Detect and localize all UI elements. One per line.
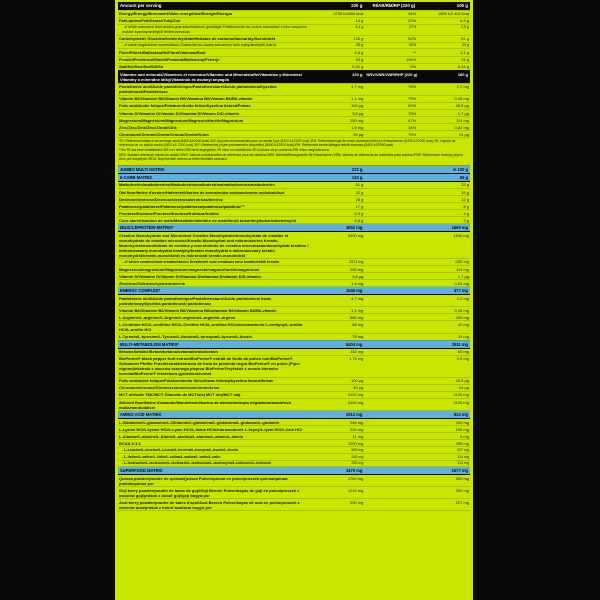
row-label: MUSCLEPROTEIN MATRIX*: [118, 224, 312, 232]
row-value: [364, 174, 417, 182]
row-label: AMINO ACID MATRIX: [118, 411, 312, 419]
row-label: Vitamin D/Vitamine D/Vitamin D/Vitamina D/Vitamín D/D-vitamin: [118, 109, 312, 116]
matrix-header: [118, 287, 470, 295]
row-label: Vitamin D/Vitamine D/Vitamin D/Vitamina D/witamina D/vitamín D/D-vitamin: [118, 273, 312, 280]
row-value: 0,48 mg: [417, 307, 470, 314]
ingredient-row: [118, 196, 470, 203]
row-label: Pantothenic acid/Acide pantothénique/Pantothensäure/Ácido pantoténico/ kwas pantotenowy/kyselina pantoténová/ pantoténsav: [118, 295, 312, 307]
row-value: 28 g: [312, 196, 365, 203]
row-value: [364, 189, 417, 196]
row-value: 0,82 mg: [417, 124, 470, 131]
row-value: 132 mg: [312, 348, 365, 355]
ingredient-row: [118, 314, 470, 321]
row-value: 1100 mg: [417, 391, 470, 398]
row-value: 100 g: [417, 2, 470, 10]
row-label: SUPERFOOD MATRIX: [118, 467, 312, 475]
row-value: [364, 273, 417, 280]
row-label: Betaine/bétaïne/Betain/betaína/betaina/betaín/betain: [118, 348, 312, 355]
ingredient-row: [118, 217, 470, 224]
ingredient-row: [118, 487, 470, 499]
row-value: 550 mg: [417, 487, 470, 499]
row-label: - L-Isoleucine/L-isoleucine/L-Isoleucin/L-isoleucina/L-izoleucyna/L-izoleucín/L-izoleucin: [118, 460, 312, 467]
row-value: 3 g: [417, 217, 470, 224]
row-label: Chromium/chrome/Chrom/cromo/chrom/chróm/króm: [118, 384, 312, 391]
row-value: [364, 224, 417, 232]
nutrient-row: [118, 35, 470, 42]
row-value: 2971 mg: [312, 259, 365, 266]
row-value: 1,8 mg: [312, 280, 365, 287]
row-value: [364, 203, 417, 210]
row-label: Folic acid/acide folique/Folsäure/ácido fólico/kwas foliowy/kyselina listová/folsav: [118, 377, 312, 384]
row-label: Palatinose/palatinose/Palatinose/palatinosa/palatinóza/palatinóz™: [118, 203, 312, 210]
row-value: [364, 453, 417, 460]
ingredient-row: [118, 266, 470, 273]
row-value: 50%: [364, 102, 417, 109]
row-label: L-Glutamine/L-glutamine/L-Glutamin/L-glutamina/L-glutamina/L-glutamín/L-glutamin: [118, 419, 312, 426]
row-value: 500 mg: [312, 499, 365, 511]
vitamin-row: [118, 95, 470, 102]
row-value: 67%: [364, 117, 417, 124]
row-value: [364, 217, 417, 224]
row-value: 1,1 mg: [312, 307, 365, 314]
vitamin-row: [118, 109, 470, 116]
row-value: 477 mg: [417, 287, 470, 295]
row-value: 220 g: [312, 70, 365, 83]
row-value: 1049 mg: [312, 287, 365, 295]
row-value: 136 g: [312, 35, 365, 42]
row-value: 2012 mg: [312, 411, 365, 419]
ingredient-row: [118, 189, 470, 196]
row-value: [364, 419, 417, 426]
footnote: *RI: Reference intake of an average adult (8400 kJ/2000 kcal)./AR: Apports recommandés pour un adulte type (8400 kJ/2000 kcal)./RM: Referenzmenge für einen durchschnittlichen Erwachsenen (8400 kJ/2000 kcal)./IR: Ingesta de referencia de un adulto medio (8400 kJ/ 2000 kcal)./RP: Referenčný príjem priemerného dospelého (8400 kJ/2000 kcal)./RH: Referencia bevitel átlagos felnőtt számára (8400 kJ/2000 kcal).: [119, 139, 456, 148]
row-label: L-Tyrosin/L-tyrosine/L-Tyrosin/L-tirosina/L-tyrozyna/L-tyrozín/L-tirozin: [118, 333, 312, 340]
row-value: 12 g: [417, 196, 470, 203]
row-value: 45,5 µg: [417, 102, 470, 109]
row-label: Quinoa powder/poudre de quinoa/Quinoa Pulver/quinoa en polvo/proszek quinoa/quinoa prášok/quinoa por: [118, 475, 312, 487]
row-value: 2420 mg: [312, 399, 365, 411]
row-value: 880 mg: [312, 314, 365, 321]
row-value: 51 g: [312, 181, 365, 188]
ingredient-row: [118, 181, 470, 188]
row-value: [364, 433, 417, 440]
ingredient-row: [118, 295, 470, 307]
row-value: [364, 467, 417, 475]
ingredient-row: [118, 460, 470, 467]
row-label: Folic acid/Acide folique/Folsäure/Ácido fólico/Kyselina listová/Folsav: [118, 102, 312, 109]
row-label: Pantothenic acid/Acide pantothénique/Pantothensäure/Ácido pantoténico/Kyselina pantoténová/Pantoténsav: [118, 83, 312, 95]
row-label: Dextrose/dextrose/Dextrose/dextrosa/dextróza/dextróz: [118, 196, 312, 203]
row-value: 924 mg: [417, 411, 470, 419]
ingredient-row: [118, 399, 470, 411]
row-label: Fat/Lipides/Fett/Grassi/Tuky/Zsír: [118, 17, 312, 24]
row-label: Carbohydrate/ Glucides/Kohlenhydrate/Hidratos de carbono/Sacharidy/Szénhidrát: [118, 35, 312, 42]
row-value: 17 g: [312, 203, 365, 210]
row-label: Goji berry powder/poudre de baies de goji/Goji Beeren Pulver/bayas de goji en polvo/proszek z owoców goji/prášok z bobúľ goji/goji bogyó por: [118, 487, 312, 499]
ingredient-row: [118, 433, 470, 440]
row-value: 220 mg: [312, 426, 365, 433]
row-value: 14 µg: [417, 384, 470, 391]
row-label: Vitamins and minerals/Vitamines et minéraux/Vitamine und Mineralstoffe/Vitaminas y Minerales/ Vitaminy a minerálne látky/Vitaminok és ásványi anyagok: [118, 70, 312, 83]
row-value: 75%: [364, 109, 417, 116]
nutrient-row: [118, 49, 470, 56]
row-label: Zinc/zinc/Zink/zinc/cynk/zinok/cink: [118, 280, 312, 287]
row-value: 8 g: [417, 203, 470, 210]
ingredient-row: [118, 426, 470, 433]
row-value: 1000 mg: [312, 440, 365, 447]
row-value: 8,5 g: [312, 210, 365, 217]
row-value: 114 mg: [417, 453, 470, 460]
row-label: MCT oil/huile TMC/MCT Öl/aceite de MCT/olej MCT olej/MCT olaj: [118, 391, 312, 398]
row-label: - L-Leucine/L-leucine/L-Leucin/L-leucina/L-leucyna/L-leucín/L-leucin: [118, 447, 312, 454]
row-value: 1577 mg: [417, 467, 470, 475]
row-value: 100 mg: [417, 426, 470, 433]
row-value: 65 g: [417, 174, 470, 182]
row-value: [364, 377, 417, 384]
row-value: 143 g: [312, 174, 365, 182]
row-label: JUMBO MULTI MATRIX: [118, 166, 312, 173]
row-value: 100 g: [417, 70, 470, 83]
row-value: 75%: [364, 131, 417, 138]
row-value: [364, 266, 417, 273]
row-value: 95%: [364, 42, 417, 49]
row-value: [364, 295, 417, 307]
row-value: [364, 487, 417, 499]
row-value: 250 mg: [312, 117, 365, 124]
row-value: [364, 259, 417, 266]
row-value: 88 mg: [312, 321, 365, 333]
row-value: 1210 mg: [312, 487, 365, 499]
row-label: Vitamin B6/Vitamine B6/Vitamin B6/Vitamina B6/witamina B6/vitamín B6/B6-vitamin: [118, 307, 312, 314]
row-value: 250 mg: [312, 460, 365, 467]
ingredient-row: [118, 307, 470, 314]
row-value: [364, 181, 417, 188]
row-label: L-Arginine/L-arginine/L-Arginin/L-arginina/L-arginín/L-arginin: [118, 314, 312, 321]
ingredient-row: [118, 333, 470, 340]
row-value: 3,1 g: [417, 49, 470, 56]
row-value: 23 g: [417, 181, 470, 188]
ingredient-row: [118, 203, 470, 210]
row-value: 6,8 g: [312, 49, 365, 56]
row-value: 3730 kJ/894 kcal: [312, 10, 365, 17]
row-label: Zinc/Zinc/Zink/Zinc/Zinok/Cink: [118, 124, 312, 131]
row-value: 2,2 mg: [417, 83, 470, 95]
row-label: Magnesium/magnésium/Magnesium/magnesio/magnez/horčík/magnézium: [118, 266, 312, 273]
row-value: 24 g: [417, 56, 470, 63]
row-label: BCAA 2:1:1: [118, 440, 312, 447]
row-value: 1,75 mg: [312, 355, 365, 377]
row-value: 15 g: [417, 189, 470, 196]
row-value: 250 mg: [312, 266, 365, 273]
row-label: L-Lysine HCl/L-lysine HCl/L-Lysin HCl/L-lisina HCl/chlorowodorek L-lizyny/L-lyzín HCl/L-lizin HCl: [118, 426, 312, 433]
row-value: 4,7 mg: [312, 295, 365, 307]
row-label: Vitamin B6/Vitamine B6/Vitamin B6/Vitamina B6/Vitamín B6/B6-vitamin: [118, 95, 312, 102]
matrix-header: [118, 411, 470, 419]
row-value: 44%: [364, 10, 417, 17]
vitamin-row: [118, 102, 470, 109]
row-value: 4,7 mg: [312, 83, 365, 95]
row-value: 2,2 mg: [417, 295, 470, 307]
row-value: 6404 mg: [312, 340, 365, 348]
row-value: 30 µg: [312, 131, 365, 138]
row-value: 52%: [364, 35, 417, 42]
row-value: 1,7 µg: [417, 273, 470, 280]
row-value: [364, 307, 417, 314]
vitamin-row: [118, 83, 470, 95]
row-value: [364, 499, 417, 511]
row-value: 2,5 g: [417, 24, 470, 35]
row-value: 6,3 g: [417, 17, 470, 24]
row-value: 1,1 mg: [312, 95, 365, 102]
row-value: 32 g: [312, 189, 365, 196]
vitamins-header: [118, 70, 470, 83]
row-value: 79%: [364, 95, 417, 102]
row-value: 3,8 µg: [312, 273, 365, 280]
row-value: 227 mg: [417, 499, 470, 511]
row-label: Creatine Monohydrate and Micronized Creatine Monohydrate/monohydrate de créatine et monohydrate de créatine micronisé/Kreatin-Monohydrat und mikronisiertes Kreatin-Monohydrat/monohidrato de creatina y monohidrato de creatina micronizado/monohydrát kreatínu i mikronizowany monohydrat kreatyny/kreatín monohydrát a mikronizovaný kreatín monohydrát/kreatin-monohidrát és mikronizált kreatin-monohidrát: [118, 232, 312, 259]
row-value: 114 mg: [417, 117, 470, 124]
matrix-header: [118, 224, 470, 232]
row-value: 100 µg: [312, 377, 365, 384]
footnotes: [118, 138, 470, 166]
row-value: 11 mg: [312, 433, 365, 440]
ingredient-row: [118, 348, 470, 355]
vitamin-row: [118, 117, 470, 124]
row-value: 1,8 mg: [312, 124, 365, 131]
row-label: Fructose/fructose/Fructose/fructosa/fruktóza/fruktóz: [118, 210, 312, 217]
row-value: [364, 333, 417, 340]
row-value: 220 g: [312, 2, 365, 10]
row-value: [364, 411, 417, 419]
row-value: in 100 g: [417, 166, 470, 173]
row-value: 14 g: [312, 17, 365, 24]
row-value: 3,8 µg: [312, 109, 365, 116]
ingredient-row: [118, 453, 470, 460]
row-label: Fibre/Fibres/Ballaststoffe/Fibra/Vláknina/Rost: [118, 49, 312, 56]
row-value: 3652 mg: [312, 224, 365, 232]
row-value: **: [364, 49, 417, 56]
row-value: [364, 280, 417, 287]
row-value: 61 g: [417, 35, 470, 42]
row-value: 0,14 g: [417, 63, 470, 70]
row-value: 5 mg: [417, 433, 470, 440]
ingredient-row: [118, 419, 470, 426]
row-value: 1760 mg: [312, 475, 365, 487]
row-value: 800 mg: [417, 475, 470, 487]
matrix-header: [118, 166, 470, 173]
row-value: 0,48 mg: [417, 95, 470, 102]
row-value: [364, 196, 417, 203]
row-value: [364, 340, 417, 348]
row-value: 75 mg: [312, 333, 365, 340]
row-value: 6,8 g: [312, 217, 365, 224]
row-value: [364, 447, 417, 454]
row-value: [364, 475, 417, 487]
row-value: 430 mg: [417, 419, 470, 426]
row-label: Oat flour/farine d'avoine/Hafermehl/harina de avena/múka ovsiana/ovaria múka/zabliszt: [118, 189, 312, 196]
table-header: [118, 2, 470, 10]
row-value: [364, 355, 417, 377]
row-value: [364, 348, 417, 355]
row-value: 250 mg: [312, 453, 365, 460]
row-value: [364, 210, 417, 217]
ingredient-row: [118, 440, 470, 447]
row-value: 18%: [364, 124, 417, 131]
row-value: 2420 mg: [312, 391, 365, 398]
row-label: Amount per serving: [118, 2, 312, 10]
row-value: RI/AR/RM/RP (220 g): [364, 2, 417, 10]
row-label: MULTI-METABOLISM MATRIX*: [118, 340, 312, 348]
ingredient-row: [118, 321, 470, 333]
row-value: 60 mg: [417, 348, 470, 355]
ingredient-row: [118, 355, 470, 377]
row-value: 1351 mg: [417, 259, 470, 266]
row-value: 39 g: [417, 42, 470, 49]
row-value: [364, 321, 417, 333]
ingredient-row: [118, 377, 470, 384]
row-value: 3470 mg: [312, 467, 365, 475]
row-value: 14 µg: [417, 131, 470, 138]
row-value: 5,4 g: [312, 24, 365, 35]
row-value: 106%: [364, 56, 417, 63]
row-value: 1660 mg: [417, 224, 470, 232]
row-value: 223 g: [312, 166, 365, 173]
row-value: 27%: [364, 24, 417, 35]
row-value: 100 µg: [312, 102, 365, 109]
row-value: [364, 314, 417, 321]
row-value: [364, 287, 417, 295]
row-value: 30 µg: [312, 384, 365, 391]
vitamin-row: [118, 131, 470, 138]
row-label: - L-Valine/L-valine/L-Valin/L-valina/L-walina/L-valín/L-valin: [118, 453, 312, 460]
nutrient-row: [118, 63, 470, 70]
ingredient-row: [118, 391, 470, 398]
row-label: Salt/Sel/Salz/Sal/Sůl/Só: [118, 63, 312, 70]
row-value: 53 g: [312, 56, 365, 63]
nutrition-table: [118, 2, 470, 138]
matrix-table: [118, 166, 470, 511]
row-label: ENERGY COMPLEX*: [118, 287, 312, 295]
row-label: L-Alanine/L-alanine/L-Alanin/L-alanina/L-alanína/L-alanín/L-alanin: [118, 433, 312, 440]
row-value: 3400 mg: [312, 232, 365, 259]
row-value: 0,8 mg: [417, 355, 470, 377]
row-value: [364, 166, 417, 173]
row-value: 0,31 g: [312, 63, 365, 70]
row-value: [364, 384, 417, 391]
row-value: [364, 426, 417, 433]
matrix-header: [118, 174, 470, 182]
row-label: Corn starch/amidon de maïs/Maisstärke/almidón de maíz/škrob kukuričný/kukoricakeményítő: [118, 217, 312, 224]
footnote: **No RI has been established./AR non défini./RM nicht angegeben./IR valor no establecido./RI hodnota nie je uvedená./RH nincs meghatározva.: [119, 148, 330, 153]
matrix-header: [118, 467, 470, 475]
row-label: - of which sugars/dont sucres/davon Zucker/de los cuales azúcares/z toho cukry/amelyből cukrok: [118, 42, 312, 49]
row-label: Protein/Protéines/Eiweiß/Proteína/Bielkoviny/Fehérje: [118, 56, 312, 63]
row-value: 455 mg: [417, 440, 470, 447]
row-value: 1,7 µg: [417, 109, 470, 116]
row-label: 6-CARB MATRIX: [118, 174, 312, 182]
ingredient-row: [118, 232, 470, 259]
row-value: 34 mg: [417, 333, 470, 340]
ingredient-row: [118, 475, 470, 487]
ingredient-row: [118, 384, 470, 391]
footnote: NRV: Nutrient reference values for adults./VNR: Valeurs nutritionnelles de référence pour les adultes./NRV: Nährstoffbezugswerte für Erwachsene./VRN: Valores de referencia de nutrientes para adultos./RHP: Referenčné hodnoty príjmu živín pre dospelých./RDA: Napi beviteli referencia érték felnőttek számára.: [119, 153, 463, 162]
row-label: - of which saturates/ dont acides gras saturés/davon gesättigte Fettsäuren/de las cuales saturadas/ z toho nasycené mastné kyseliny/amelyből telített zsírsavak: [118, 24, 312, 35]
row-value: NRV/VNR/VNR/RHP (220 g): [364, 70, 417, 83]
nutrient-row: [118, 24, 470, 35]
matrix-header: [118, 340, 470, 348]
row-value: 1695 kJ/ 402 kcal: [417, 10, 470, 17]
row-value: [364, 399, 417, 411]
ingredient-row: [118, 447, 470, 454]
row-value: 78%: [364, 83, 417, 95]
row-value: 1100 mg: [417, 399, 470, 411]
row-value: 4 g: [417, 210, 470, 217]
row-value: 5%: [364, 63, 417, 70]
row-label: Acai berry powder/poudre de baies d'açaï/Acai Beeren Pulver/bayas de acai en polvo/proszek z owoców acai/prášok z bobúľ acai/acai bogyó por: [118, 499, 312, 511]
ingredient-row: [118, 259, 470, 266]
row-label: Energy/Energy/Brennwert/Valor energético/Énergie/Energía: [118, 10, 312, 17]
row-label: BioPerine® black pepper fruit extract/BioPerine® extrait de fruits de poivre noir/BioPerine® Schwarzer Pfeffer Fruchtextrakt/extracto de fruta de pimienta negra BioPerine® en polvo (Piper nigrum)/ekstrakt z owoców czarnego pieprzu BioPerine®/výťažok z ovocia čierneho korenia/BioPerine® feketebors gyümölcskivonat: [118, 355, 312, 377]
row-value: [364, 460, 417, 467]
ingredient-row: [118, 499, 470, 511]
ingredient-row: [118, 280, 470, 287]
row-value: 114 mg: [417, 266, 470, 273]
row-value: 45,5 µg: [417, 377, 470, 384]
nutrient-row: [118, 42, 470, 49]
row-label: Maltodextrin/maltodextrine/Maltodextrin/maltodextrina/maltodextrína/maltodextrin: [118, 181, 312, 188]
row-value: 227 mg: [417, 447, 470, 454]
row-value: 2911 mg: [417, 340, 470, 348]
row-label: L-Ornithine HCl/L-ornithine HCl/L-Ornithin HCl/L-ornitina HCl/chlorowodorek L-ornityny/L-ornitín HCl/L-ornitin HCl: [118, 321, 312, 333]
row-value: 500 mg: [312, 447, 365, 454]
nutrient-row: [118, 10, 470, 17]
row-value: [364, 440, 417, 447]
row-value: 946 mg: [312, 419, 365, 426]
row-value: 114 mg: [417, 460, 470, 467]
vitamin-row: [118, 124, 470, 131]
row-label: - of which creatine/dont créatine/davon Kreatin/del cual creatina/z toho kreatín/ebből kreatin: [118, 259, 312, 266]
row-label: Magnesium/Magnésium/Magnesium/Magnesio/Horčík/Magnézium: [118, 117, 312, 124]
row-value: [364, 391, 417, 398]
row-label: Chromium/Chrome/Chrom/Cromo/Chróm/Króm: [118, 131, 312, 138]
row-value: 0,82 mg: [417, 280, 470, 287]
row-value: 40 mg: [417, 321, 470, 333]
nutrient-row: [118, 17, 470, 24]
nutrient-row: [118, 56, 470, 63]
row-value: 85 g: [312, 42, 365, 49]
ingredient-row: [118, 273, 470, 280]
row-value: [364, 232, 417, 259]
row-value: 20%: [364, 17, 417, 24]
nutrition-label: [115, 0, 473, 600]
ingredient-row: [118, 210, 470, 217]
row-value: 1546 mg: [417, 232, 470, 259]
row-value: 400 mg: [417, 314, 470, 321]
row-label: Almond flour/farine d'amande/Mandelmehl/harina de almendra/mąka migdałowa/mandľová múka/mandulaliszt: [118, 399, 312, 411]
